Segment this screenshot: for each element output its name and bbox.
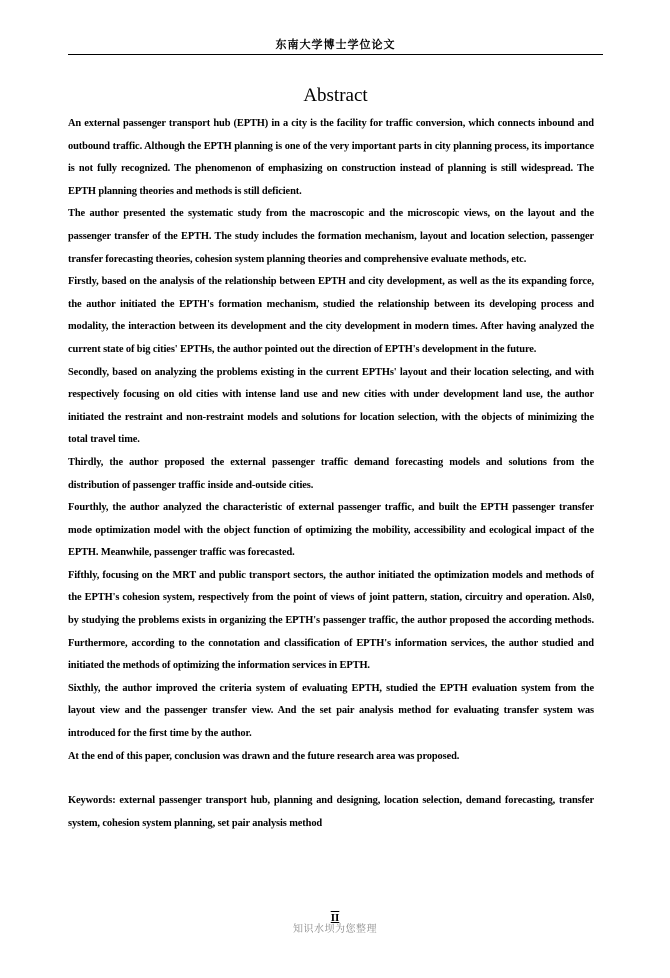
paragraph-fourthly: Fourthly, the author analyzed the characteristic of external passenger traffic, and built the EPTH passenger transfer mode optimization model with the object function of optimizing the mobility, accessibility and ecological impact of the EPTH. Meanwhile, passenger traffic was forecasted. <box>68 502 594 559</box>
keywords: Keywords: external passenger transport hub, planning and designing, location selection, demand forecasting, transfer system, cohesion system planning, set pair analysis method <box>68 795 594 829</box>
page-number: II <box>330 912 340 924</box>
abstract-title: Abstract <box>303 84 368 106</box>
paragraph-thirdly: Thirdly, the author proposed the external passenger traffic demand forecasting models and solutions from the distribution of passenger traffic inside and-outside cities. <box>68 456 594 491</box>
paragraph-sixthly: Sixthly, the author improved the criteria system of evaluating EPTH, studied the EPTH evaluation system from the layout view and the passenger transfer view. And the set pair analysis method for evaluating transfer system was introduced for the first time by the author. <box>68 682 594 740</box>
abstract-body <box>68 113 594 835</box>
paragraph-fifthly: Fifthly, focusing on the MRT and public transport sectors, the author initiated the optimization models and methods of the EPTH's cohesion system, respectively from the point of views of joint pattern, station, circuitry and operation. Als0, by studying the problems exists in organizing the EPTH's passenger traffic, the author proposed the according methods. Furthermore, according to the connotation and classification of EPTH's information services, the author studied and initiated the methods of optimizing the information services in EPTH. <box>68 569 594 672</box>
watermark-text: 知识水坝为您整理 <box>293 924 377 935</box>
paragraph-secondly: Secondly, based on analyzing the problems existing in the current EPTHs' layout and their location selecting, and with respectively focusing on old cities with intense land use and new cities with under development land use, the author initiated the restraint and non-restraint models and solutions for location selection, with the objects of minimizing the total travel time. <box>68 366 594 446</box>
paragraph-firstly: Firstly, based on the analysis of the relationship between EPTH and city development, as well as the its expanding force, the author initiated the EPTH's formation mechanism, studied the relationship between its developing process and modality, the interaction between its development and the city development in modern times. After having analyzed the current state of big cities' EPTHs, the author pointed out the direction of EPTH's development in the future. <box>68 276 594 355</box>
running-header: 东南大学博士学位论文 <box>275 39 396 51</box>
header-rule <box>68 54 603 55</box>
paragraph-conclusion: At the end of this paper, conclusion was drawn and the future research area was proposed. <box>68 750 460 762</box>
paragraph-study-scope: The author presented the systematic study from the macroscopic and the microscopic views, on the layout and the passenger transfer of the EPTH. The study includes the formation mechanism, layout and location selection, passenger transfer forecasting theories, cohesion system planning theories and comprehensive evaluate methods, etc. <box>68 208 594 265</box>
paragraph-intro: An external passenger transport hub (EPTH) in a city is the facility for traffic conversion, which connects inbound and outbound traffic. Although the EPTH planning is one of the very important parts in city planning process, its importance is not fully recognized. The phenomenon of emphasizing on construction instead of planning is still widespread. The EPTH planning theories and methods is still deficient. <box>68 118 594 197</box>
